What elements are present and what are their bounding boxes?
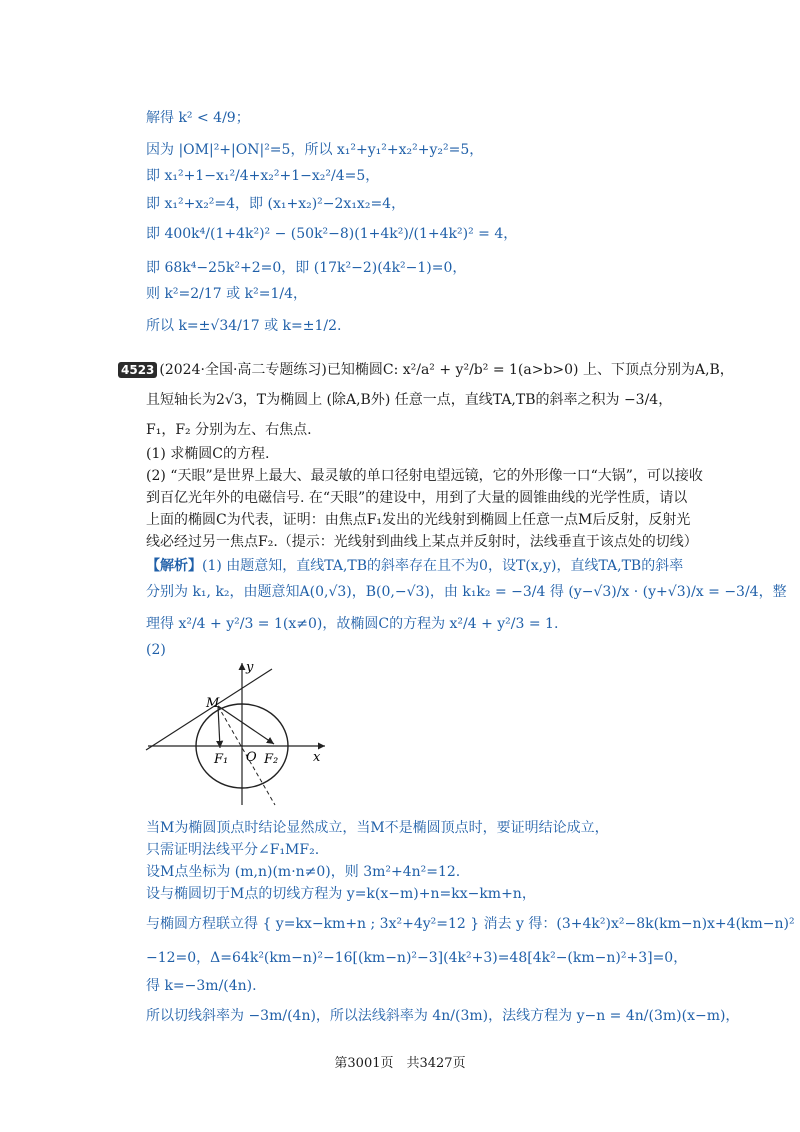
label-x: x — [313, 750, 321, 765]
problem-line: (2024·全国·高二专题练习)已知椭圆C: x²/a² + y²/b² = 1(a>b>0) 上、下顶点分别为A,B， — [159, 362, 734, 378]
analysis-line: 理得 x²/4 + y²/3 = 1(x≠0)，故椭圆C的方程为 x²/4 + y²/3 = 1. — [146, 616, 559, 632]
problem-line: 到百亿光年外的电磁信号. 在“天眼”的建设中，用到了大量的圆锥曲线的光学性质，请以 — [146, 490, 688, 506]
problem-line: F₁，F₂ 分别为左、右焦点. — [146, 422, 312, 438]
solution-line: 设M点坐标为 (m,n)(m·n≠0)，则 3m²+4n²=12. — [146, 864, 461, 880]
reflected-ray — [218, 706, 274, 744]
analysis-part2-label: (2) — [146, 642, 166, 658]
problem-line: 上面的椭圆C为代表，证明：由焦点F₁发出的光线射到椭圆上任意一点M后反射，反射光 — [146, 512, 691, 528]
ellipse-figure — [140, 655, 335, 810]
problem-line: 且短轴长为2√3，T为椭圆上 (除A,B外) 任意一点，直线TA,TB的斜率之积为 −3/4， — [146, 392, 673, 408]
analysis-line: 分别为 k₁, k₂，由题意知A(0,√3)，B(0,−√3)，由 k₁k₂ = −3/4 得 (y−√3)/x · (y+√3)/x = −3/4，整 — [146, 584, 787, 600]
problem-first-line — [118, 360, 734, 380]
solution-line: 即 x₁²+x₂²=4，即 (x₁+x₂)²−2x₁x₂=4， — [146, 196, 406, 212]
solution-line: 因为 |OM|²+|ON|²=5，所以 x₁²+y₁²+x₂²+y₂²=5， — [146, 142, 484, 158]
label-m: M — [206, 696, 220, 711]
solution-line: 与椭圆方程联立得 { y=kx−km+n ; 3x²+4y²=12 } 消去 y 得：(3+4k²)x²−8k(km−n)x+4(km−n)² — [146, 916, 795, 932]
label-f1: F₁ — [214, 752, 229, 767]
solution-line: 则 k²=2/17 或 k²=1/4， — [146, 286, 307, 302]
solution-line: 设与椭圆切于M点的切线方程为 y=k(x−m)+n=kx−km+n， — [146, 886, 536, 902]
solution-line: 即 x₁²+1−x₁²/4+x₂²+1−x₂²/4=5， — [146, 168, 380, 184]
solution-line: 只需证明法线平分∠F₁MF₂. — [146, 842, 320, 858]
analysis-tag: 【解析】 — [146, 558, 202, 574]
problem-line: (2) “天眼”是世界上最大、最灵敏的单口径射电望远镜，它的外形像一口“大锅”，可以接收 — [146, 468, 703, 484]
solution-line: 即 400k⁴/(1+4k²)² − (50k²−8)(1+4k²)/(1+4k²)² = 4， — [146, 226, 518, 242]
problem-number-badge: 4523 — [118, 362, 157, 378]
solution-line: 解得 k² < 4/9； — [146, 110, 250, 126]
page-footer: 第3001页 共3427页 — [334, 1056, 466, 1071]
problem-line: 线必经过另一焦点F₂.（提示：光线射到曲线上某点并反射时，法线垂直于该点处的切线） — [146, 534, 698, 550]
problem-line: (1) 求椭圆C的方程. — [146, 446, 270, 462]
analysis-line: (1) 由题意知，直线TA,TB的斜率存在且不为0，设T(x,y)，直线TA,TB的斜率 — [202, 558, 684, 574]
solution-line: 当M为椭圆顶点时结论显然成立，当M不是椭圆顶点时，要证明结论成立， — [146, 820, 609, 836]
solution-line: 得 k=−3m/(4n). — [146, 978, 257, 994]
solution-line: 所以切线斜率为 −3m/(4n)，所以法线斜率为 4n/(3m)，法线方程为 y−n = 4n/(3m)(x−m)， — [146, 1008, 740, 1024]
analysis-first-line — [146, 556, 683, 576]
label-o: O — [246, 750, 257, 765]
ray-from-f1 — [218, 706, 220, 748]
solution-line: 即 68k⁴−25k²+2=0，即 (17k²−2)(4k²−1)=0， — [146, 260, 467, 276]
label-y: y — [246, 660, 254, 675]
solution-line: 所以 k=±√34/17 或 k=±1/2. — [146, 318, 342, 334]
label-f2: F₂ — [264, 752, 279, 767]
solution-line: −12=0，Δ=64k²(km−n)²−16[(km−n)²−3](4k²+3)=48[4k²−(km−n)²+3]=0， — [146, 950, 688, 966]
